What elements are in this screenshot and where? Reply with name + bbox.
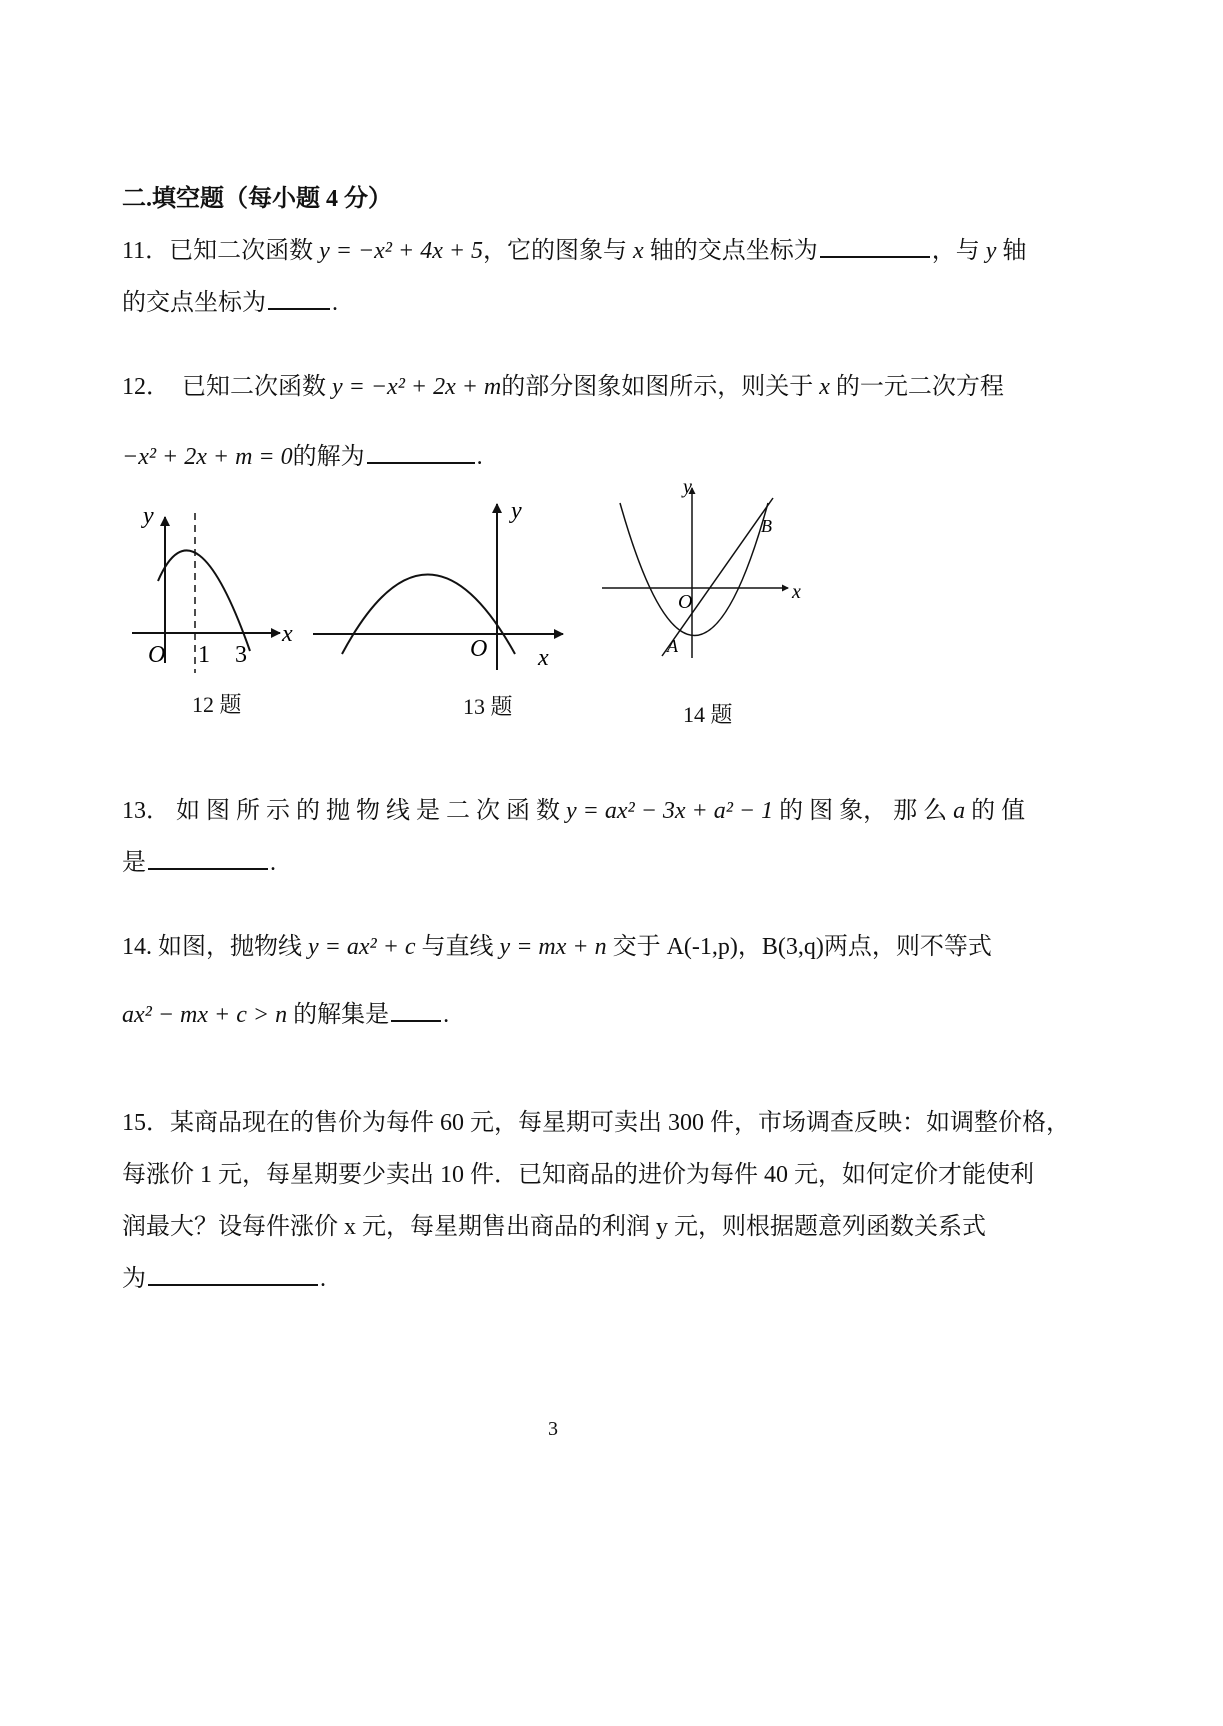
q14-blank[interactable] (391, 1019, 441, 1022)
question-15-line3: 润最大？设每件涨价 x 元，每星期售出商品的利润 y 元，则根据题意列函数关系式 (122, 1214, 986, 1240)
q11-formula: y = −x² + 4x + 5 (319, 238, 484, 264)
fig14-point-a-label: A (667, 636, 678, 656)
fig12-caption: 12 题 (192, 692, 242, 717)
fig14-parabola (620, 503, 768, 636)
question-12-line2 (122, 436, 483, 471)
section-title: 二.填空题（每小题 4 分） (122, 186, 392, 212)
fig12-tick-3: 3 (235, 642, 247, 668)
q13-text-a: 如 图 所 示 的 抛 物 线 是 二 次 函 数 (176, 798, 560, 824)
q14-formula-3: ax² − mx + c > n (122, 1002, 288, 1028)
fig14-line (662, 498, 773, 656)
q12-number: 12． (122, 374, 170, 400)
q13-text-c: 的 值 (971, 798, 1026, 824)
q12-text-c: 的一元二次方程 (835, 374, 1004, 400)
fig12-y-label: y (143, 503, 154, 529)
figure-12 (120, 495, 310, 675)
q12-formula2: −x² + 2x + m = 0 (122, 444, 293, 470)
q14-number: 14. (122, 934, 152, 960)
q11-line2: 的交点坐标为 (122, 290, 266, 316)
fig14-y-label: y (683, 476, 692, 498)
q11-blank-1[interactable] (820, 255, 930, 258)
q11-text-a: 已知二次函数 (169, 238, 314, 264)
question-14-line1 (122, 926, 992, 961)
figure-13 (305, 492, 575, 672)
question-13-line2 (122, 842, 276, 877)
fig14-x-label: x (792, 581, 801, 603)
question-11-line2 (122, 282, 338, 317)
fig14-origin-label: O (678, 591, 693, 613)
q14-end: . (443, 1002, 450, 1028)
q13-var-a: a (953, 798, 966, 824)
fig13-origin-label: O (470, 636, 488, 662)
q12-text-d: 的解为 (292, 444, 365, 470)
fig12-x-label: x (282, 621, 293, 647)
q11-blank-2[interactable] (268, 307, 330, 310)
q13-end: . (270, 850, 276, 876)
fig14-caption: 14 题 (683, 702, 733, 727)
question-12-line1 (122, 366, 1004, 401)
fig12-origin-label: O (148, 642, 166, 668)
q13-number: 13． (122, 798, 170, 824)
q13-blank[interactable] (148, 867, 268, 870)
q13-text-b: 的 图 象， 那 么 (779, 798, 948, 824)
fig13-x-label: x (538, 645, 549, 671)
q11-end: . (332, 290, 338, 316)
q14-text-d: 的解集是 (293, 1002, 390, 1028)
q12-blank[interactable] (367, 461, 475, 464)
q11-text-e: 轴 (1002, 238, 1027, 264)
q14-text-a: 如图，抛物线 (158, 934, 302, 960)
fig14-point-b-label: B (761, 516, 772, 536)
fig13-caption: 13 题 (463, 694, 513, 719)
q14-formula-1: y = ax² + c (308, 934, 416, 960)
question-11-line1 (122, 230, 1026, 265)
question-15-line2: 每涨价 1 元，每星期要少卖出 10 件．已知商品的进价为每件 40 元，如何定价才能使利 (122, 1162, 1034, 1188)
q14-formula-2: y = mx + n (499, 934, 607, 960)
q13-line2: 是 (122, 850, 146, 876)
page-number: 3 (548, 1418, 558, 1440)
q14-text-b: 与直线 (421, 934, 494, 960)
q12-text-a: 已知二次函数 (182, 374, 326, 400)
q12-end: . (476, 444, 483, 470)
question-14-line2 (122, 994, 449, 1029)
q11-text-b: ，它的图象与 (483, 238, 628, 264)
q15-blank[interactable] (148, 1283, 318, 1286)
question-15-line1: 15．某商品现在的售价为每件 60 元，每星期可卖出 300 件，市场调查反映：如调整价格， (122, 1110, 1070, 1136)
q12-formula: y = −x² + 2x + m (332, 374, 502, 400)
figure-14 (600, 478, 815, 663)
q11-var-x: x (633, 238, 644, 264)
fig12-tick-1: 1 (198, 642, 210, 668)
fig12-parabola (158, 550, 250, 651)
q15-line4: 为 (122, 1266, 146, 1292)
q14-text-c: 交于 A(-1,p)，B(3,q)两点，则不等式 (612, 934, 992, 960)
q11-var-y: y (985, 238, 997, 264)
q12-var-x: x (819, 374, 830, 400)
q11-text-d: ，与 (931, 238, 980, 264)
q12-text-b: 的部分图象如图所示，则关于 (501, 374, 814, 400)
q11-number: 11． (122, 238, 170, 264)
fig13-y-label: y (511, 498, 522, 524)
question-13-line1 (122, 790, 1025, 825)
question-15-line4 (122, 1258, 326, 1293)
q11-text-c: 轴的交点坐标为 (649, 238, 818, 264)
q15-end: . (320, 1266, 326, 1292)
q13-formula: y = ax² − 3x + a² − 1 (566, 798, 774, 824)
fig13-parabola (342, 575, 515, 655)
